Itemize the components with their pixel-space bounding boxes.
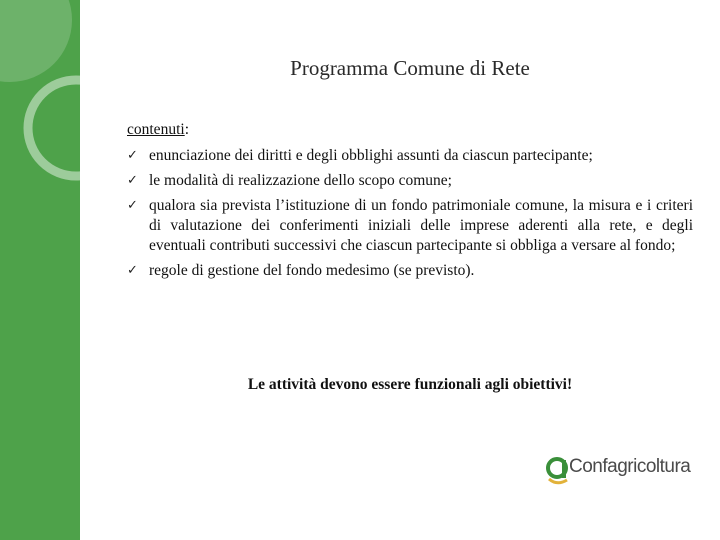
check-icon: ✓: [127, 148, 138, 163]
confagricoltura-logo: [545, 452, 715, 488]
check-icon: ✓: [127, 263, 138, 278]
list-item: [127, 146, 693, 166]
list-item: [127, 171, 693, 191]
section-heading-colon: :: [184, 121, 189, 138]
section-heading: [127, 120, 693, 140]
sidebar-decoration: [0, 0, 80, 540]
logo-text: Confagricoltura: [569, 456, 691, 477]
list-item-text: le modalità di realizzazione dello scopo comune;: [149, 172, 452, 189]
bullet-list: [127, 146, 693, 281]
confagricoltura-logo-mark-icon: [545, 452, 569, 488]
list-item-text: enunciazione dei diritti e degli obblighi assunti da ciascun partecipante;: [149, 147, 593, 164]
slide-title: Programma Comune di Rete: [290, 56, 530, 80]
list-item: [127, 196, 693, 256]
conclusion-text: Le attività devono essere funzionali agli obiettivi!: [247, 376, 573, 393]
section-heading-label: contenuti: [127, 121, 185, 138]
decorative-circles: [0, 0, 80, 540]
content-section: [127, 120, 693, 286]
list-item-text: qualora sia prevista l’istituzione di un fondo patrimoniale comune, la misura e i criteri di valutazione dei conferimenti iniziali delle imprese aderenti alla rete, e degli eventuali contributi successivi che ciascun partecipante si obbliga a versare al fondo;: [149, 197, 693, 254]
check-icon: ✓: [127, 198, 138, 213]
check-icon: ✓: [127, 173, 138, 188]
list-item-text: regole di gestione del fondo medesimo (se previsto).: [149, 262, 475, 279]
list-item: [127, 261, 693, 281]
